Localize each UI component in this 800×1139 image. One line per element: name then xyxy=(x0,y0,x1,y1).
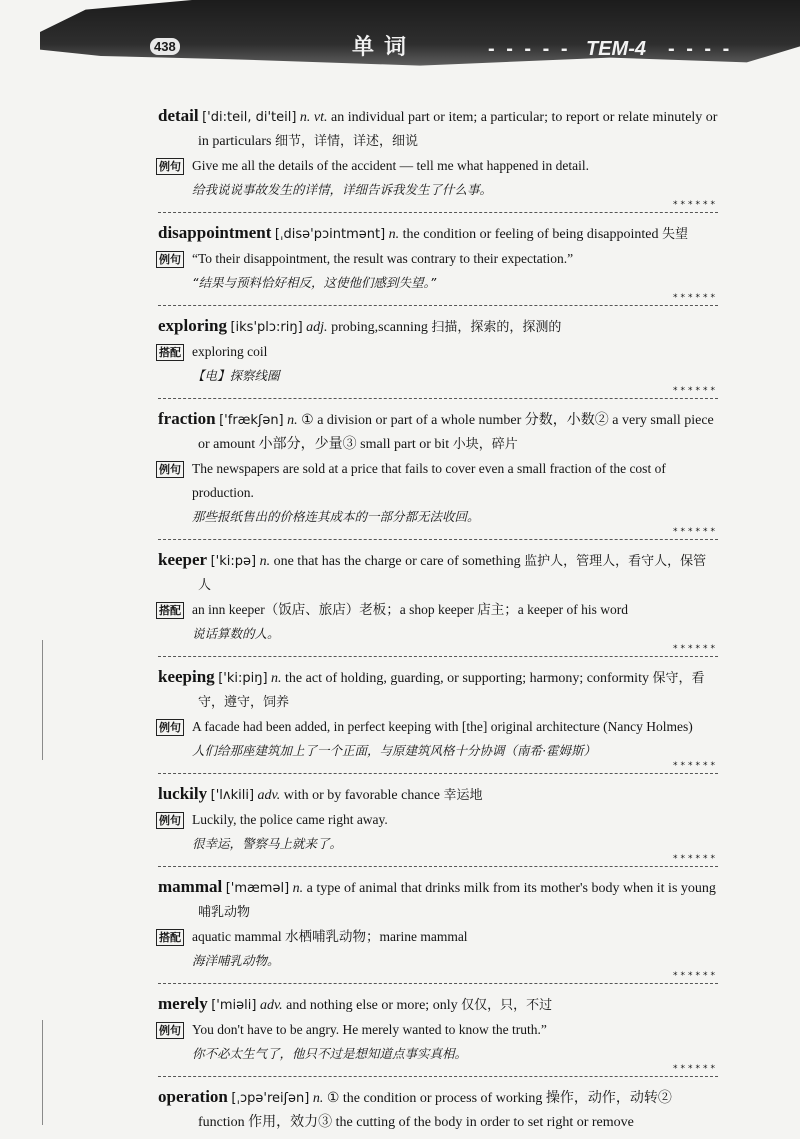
example-english: The newspapers are sold at a price that fails to cover even a small fraction of the cost of production. xyxy=(192,461,666,500)
headword: exploring xyxy=(158,316,227,335)
example-tag: 搭配 xyxy=(156,929,184,946)
example-body xyxy=(192,1018,718,1066)
example-english: an inn keeper（饭店、旅店）老板；a shop keeper 店主；a keeper of his word xyxy=(192,602,629,617)
dictionary-entry xyxy=(158,407,718,529)
phonetic: ['lʌkili] xyxy=(210,788,255,803)
separator-stars: ****** xyxy=(669,971,718,981)
headword: fraction xyxy=(158,409,216,428)
headword: detail xyxy=(158,106,199,125)
english-definition: and nothing else or more; only xyxy=(286,998,458,1013)
chinese-definition: 扫描，探索的，探测的 xyxy=(431,320,562,335)
example-tag: 例句 xyxy=(156,1022,184,1039)
english-definition: the condition or feeling of being disappointed xyxy=(402,227,659,242)
english-definition: with or by favorable chance xyxy=(283,788,440,803)
english-definition: ① the condition or process of working 操作，动作，动转② function 作用，效力③ the cutting of the body in order to set right or remove xyxy=(198,1091,672,1130)
example-english: You don't have to be angry. He merely wanted to know the truth.” xyxy=(192,1022,547,1037)
example-tag: 例句 xyxy=(156,251,184,268)
dictionary-entry xyxy=(158,665,718,763)
entry-separator xyxy=(158,644,718,657)
separator-stars: ****** xyxy=(669,761,718,771)
entry-definition-line xyxy=(158,548,718,598)
example-chinese: 人们给那座建筑加上了一个正面，与原建筑风格十分协调（南希·霍姆斯） xyxy=(192,743,596,758)
separator-stars: ****** xyxy=(669,1064,718,1074)
part-of-speech: n. xyxy=(259,554,271,569)
page-number: 438 xyxy=(150,38,180,55)
example-body xyxy=(192,340,718,388)
example-row xyxy=(156,808,718,856)
example-body xyxy=(192,457,718,529)
phonetic: ['frækʃən] xyxy=(219,413,284,428)
example-tag: 搭配 xyxy=(156,344,184,361)
example-english: Give me all the details of the accident — tell me what happened in detail. xyxy=(192,158,589,173)
dictionary-entry xyxy=(158,548,718,646)
entry-definition-line xyxy=(158,1085,718,1135)
part-of-speech: n. xyxy=(287,413,298,428)
example-row xyxy=(156,154,718,202)
part-of-speech: n. xyxy=(292,881,304,896)
example-english: “To their disappointment, the result was contrary to their expectation.” xyxy=(192,251,574,266)
exam-label: TEM-4 xyxy=(586,38,646,60)
separator-stars: ****** xyxy=(669,386,718,396)
example-chinese: 【电】探察线圈 xyxy=(192,368,280,383)
chinese-definition: 仅仅，只，不过 xyxy=(461,998,553,1013)
entry-separator xyxy=(158,971,718,984)
phonetic: ['di:teil, di'teil] xyxy=(202,110,297,125)
part-of-speech: adj. xyxy=(306,320,328,335)
entry-definition-line xyxy=(158,665,718,715)
phonetic: [ˌdisə'pɔintmənt] xyxy=(274,227,386,242)
headword: luckily xyxy=(158,784,208,803)
headword: operation xyxy=(158,1087,228,1106)
chinese-definition: 哺乳动物 xyxy=(198,905,251,920)
example-english: A facade had been added, in perfect keeping with [the] original architecture (Nancy Holmes) xyxy=(192,719,693,734)
part-of-speech: n. xyxy=(271,671,282,686)
english-definition: one that has the charge or care of something xyxy=(273,554,521,569)
example-row xyxy=(156,247,718,295)
chinese-definition: 保守，看守，遵守，饲养 xyxy=(198,671,705,710)
dictionary-entry xyxy=(158,221,718,295)
header-dashes-right: - - - - xyxy=(668,38,733,60)
example-chinese: 很幸运，警察马上就来了。 xyxy=(192,836,343,851)
example-row xyxy=(156,715,718,763)
english-definition: probing,scanning xyxy=(331,320,428,335)
example-row xyxy=(156,457,718,529)
entry-definition-line xyxy=(158,992,718,1018)
headword: mammal xyxy=(158,877,223,896)
margin-rule xyxy=(42,1020,43,1125)
entry-definition-line xyxy=(158,782,718,808)
entry-separator xyxy=(158,200,718,213)
english-definition: ① a division or part of a whole number 分数，小数② a very small piece or amount 小部分，少量③ small part or bit xyxy=(198,413,714,452)
example-row xyxy=(156,598,718,646)
dictionary-entries xyxy=(158,104,718,1139)
dictionary-entry xyxy=(158,782,718,856)
chinese-definition: 细节，详情，详述，细说 xyxy=(274,134,418,149)
example-chinese: 你不必太生气了，他只不过是想知道点事实真相。 xyxy=(192,1046,468,1061)
header-dashes-left: - - - - - xyxy=(488,38,571,60)
separator-stars: ****** xyxy=(669,200,718,210)
example-row xyxy=(156,925,718,973)
separator-stars: ****** xyxy=(669,644,718,654)
phonetic: ['miəli] xyxy=(211,998,257,1013)
phonetic: ['mæməl] xyxy=(225,881,290,896)
chinese-definition: 小块，碎片 xyxy=(452,437,518,452)
example-english: Luckily, the police came right away. xyxy=(192,812,388,827)
entry-separator xyxy=(158,386,718,399)
example-row xyxy=(156,340,718,388)
dictionary-entry xyxy=(158,992,718,1066)
headword: disappointment xyxy=(158,223,272,242)
example-chinese: 给我说说事故发生的详情，详细告诉我发生了什么事。 xyxy=(192,182,493,197)
part-of-speech: n. xyxy=(388,227,400,242)
separator-stars: ****** xyxy=(669,854,718,864)
entry-definition-line xyxy=(158,875,718,925)
example-chinese: “结果与预料恰好相反，这使他们感到失望。” xyxy=(192,275,437,290)
part-of-speech: n. vt. xyxy=(299,110,328,125)
example-tag: 例句 xyxy=(156,158,184,175)
entry-separator xyxy=(158,854,718,867)
entry-separator xyxy=(158,293,718,306)
phonetic: ['ki:pə] xyxy=(210,554,257,569)
english-definition: the act of holding, guarding, or supporting; harmony; conformity xyxy=(285,671,649,686)
phonetic: [iks'plɔ:riŋ] xyxy=(230,320,303,335)
dictionary-entry xyxy=(158,314,718,388)
example-body xyxy=(192,925,718,973)
margin-rule xyxy=(42,640,43,760)
phonetic: [ˌɔpə'reiʃən] xyxy=(231,1091,310,1106)
example-tag: 例句 xyxy=(156,812,184,829)
part-of-speech: n. xyxy=(312,1091,324,1106)
section-title: 单词 xyxy=(352,35,417,60)
phonetic: ['ki:piŋ] xyxy=(218,671,268,686)
headword: merely xyxy=(158,994,208,1013)
example-body xyxy=(192,715,718,763)
english-definition: a type of animal that drinks milk from its mother's body when it is young xyxy=(306,881,716,896)
example-tag: 例句 xyxy=(156,719,184,736)
example-body xyxy=(192,154,718,202)
english-definition: an individual part or item; a particular; to report or relate minutely or in particulars xyxy=(198,110,718,149)
example-body xyxy=(192,808,718,856)
entry-definition-line xyxy=(158,221,718,247)
entry-separator xyxy=(158,527,718,540)
example-chinese: 说话算数的人。 xyxy=(192,626,280,641)
part-of-speech: adv. xyxy=(259,998,283,1013)
dictionary-entry xyxy=(158,1085,718,1135)
dictionary-entry xyxy=(158,104,718,202)
headword: keeping xyxy=(158,667,215,686)
separator-stars: ****** xyxy=(669,527,718,537)
entry-separator xyxy=(158,761,718,774)
example-row xyxy=(156,1018,718,1066)
example-body xyxy=(192,247,718,295)
entry-definition-line xyxy=(158,314,718,340)
entry-separator xyxy=(158,1064,718,1077)
example-english: exploring coil xyxy=(192,344,268,359)
example-chinese: 那些报纸售出的价格连其成本的一部分都无法收回。 xyxy=(192,509,480,524)
example-tag: 例句 xyxy=(156,461,184,478)
entry-definition-line xyxy=(158,407,718,457)
chinese-definition: 幸运地 xyxy=(443,788,483,803)
example-chinese: 海洋哺乳动物。 xyxy=(192,953,280,968)
dictionary-entry xyxy=(158,875,718,973)
example-english: aquatic mammal 水栖哺乳动物；marine mammal xyxy=(192,929,468,944)
chinese-definition: 监护人，管理人，看守人，保管人 xyxy=(198,554,707,593)
example-body xyxy=(192,598,718,646)
headword: keeper xyxy=(158,550,208,569)
separator-stars: ****** xyxy=(669,293,718,303)
entry-definition-line xyxy=(158,104,718,154)
part-of-speech: adv. xyxy=(257,788,281,803)
example-tag: 搭配 xyxy=(156,602,184,619)
chinese-definition: 失望 xyxy=(661,227,688,242)
